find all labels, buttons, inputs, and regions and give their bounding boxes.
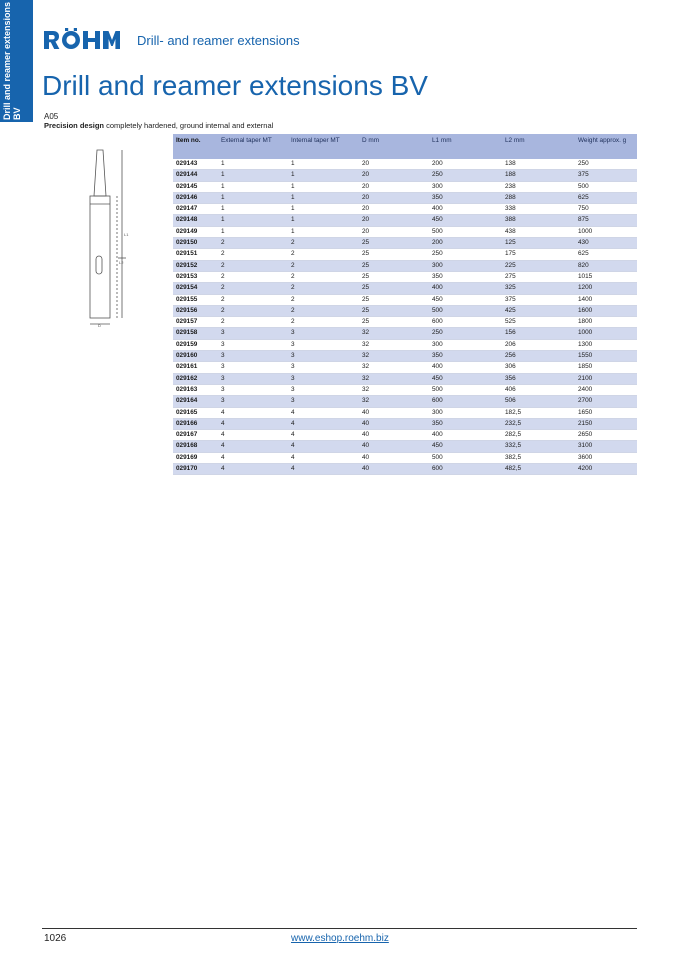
table-cell: 029155	[173, 294, 218, 305]
table-cell: 40	[359, 464, 429, 475]
table-cell: 430	[575, 238, 637, 249]
table-cell: 4200	[575, 464, 637, 475]
table-cell: 25	[359, 294, 429, 305]
table-cell: 029150	[173, 238, 218, 249]
table-row	[173, 249, 637, 260]
table-cell: 300	[429, 407, 502, 418]
column-header: Weight approx. g	[575, 134, 637, 159]
table-cell: 3	[288, 362, 359, 373]
footer-divider	[42, 928, 637, 929]
table-cell: 029152	[173, 260, 218, 271]
table-cell: 3600	[575, 452, 637, 463]
column-header: L1 mm	[429, 134, 502, 159]
product-description	[44, 121, 273, 130]
table-row	[173, 396, 637, 407]
table-cell: 20	[359, 170, 429, 181]
table-cell: 4	[218, 407, 288, 418]
table-cell: 32	[359, 339, 429, 350]
table-cell: 25	[359, 283, 429, 294]
table-cell: 029164	[173, 396, 218, 407]
table-cell: 1	[218, 159, 288, 170]
table-cell: 625	[575, 192, 637, 203]
table-cell: 2	[288, 249, 359, 260]
table-cell: 3	[218, 384, 288, 395]
table-cell: 182,5	[502, 407, 575, 418]
table-cell: 600	[429, 464, 502, 475]
table-row	[173, 192, 637, 203]
table-cell: 225	[502, 260, 575, 271]
table-cell: 338	[502, 204, 575, 215]
table-cell: 4	[288, 430, 359, 441]
table-cell: 1	[288, 226, 359, 237]
table-cell: 2650	[575, 430, 637, 441]
table-row	[173, 215, 637, 226]
table-cell: 600	[429, 317, 502, 328]
table-cell: 2	[218, 317, 288, 328]
table-cell: 400	[429, 430, 502, 441]
table-cell: 2400	[575, 384, 637, 395]
dimension-l1: L1	[124, 232, 129, 237]
table-cell: 32	[359, 384, 429, 395]
table-row	[173, 418, 637, 429]
table-cell: 500	[575, 181, 637, 192]
table-cell: 1	[218, 204, 288, 215]
table-cell: 506	[502, 396, 575, 407]
table-cell: 425	[502, 305, 575, 316]
table-cell: 3100	[575, 441, 637, 452]
table-cell: 029144	[173, 170, 218, 181]
table-row	[173, 339, 637, 350]
table-cell: 250	[429, 170, 502, 181]
table-cell: 232,5	[502, 418, 575, 429]
table-cell: 3	[218, 362, 288, 373]
table-cell: 1	[288, 204, 359, 215]
table-cell: 40	[359, 452, 429, 463]
table-cell: 238	[502, 181, 575, 192]
table-row	[173, 226, 637, 237]
table-cell: 2	[218, 283, 288, 294]
table-cell: 525	[502, 317, 575, 328]
table-cell: 1800	[575, 317, 637, 328]
table-cell: 029156	[173, 305, 218, 316]
product-code: A05	[44, 112, 59, 121]
table-cell: 1850	[575, 362, 637, 373]
table-cell: 20	[359, 159, 429, 170]
table-cell: 4	[218, 441, 288, 452]
table-cell: 029147	[173, 204, 218, 215]
table-cell: 1600	[575, 305, 637, 316]
table-cell: 029166	[173, 418, 218, 429]
table-cell: 406	[502, 384, 575, 395]
table-cell: 350	[429, 271, 502, 282]
table-cell: 750	[575, 204, 637, 215]
table-cell: 500	[429, 384, 502, 395]
table-cell: 500	[429, 226, 502, 237]
table-row	[173, 328, 637, 339]
table-cell: 382,5	[502, 452, 575, 463]
table-cell: 500	[429, 305, 502, 316]
table-cell: 400	[429, 283, 502, 294]
table-cell: 200	[429, 159, 502, 170]
table-cell: 1000	[575, 226, 637, 237]
table-cell: 450	[429, 294, 502, 305]
table-cell: 25	[359, 317, 429, 328]
table-cell: 2	[218, 271, 288, 282]
table-cell: 200	[429, 238, 502, 249]
table-cell: 029161	[173, 362, 218, 373]
table-cell: 1	[218, 170, 288, 181]
table-cell: 32	[359, 373, 429, 384]
table-cell: 3	[288, 396, 359, 407]
table-cell: 4	[218, 464, 288, 475]
table-cell: 40	[359, 418, 429, 429]
table-row	[173, 159, 637, 170]
table-cell: 482,5	[502, 464, 575, 475]
table-cell: 820	[575, 260, 637, 271]
table-cell: 029143	[173, 159, 218, 170]
table-row	[173, 430, 637, 441]
table-cell: 350	[429, 351, 502, 362]
table-row	[173, 441, 637, 452]
table-row	[173, 407, 637, 418]
table-cell: 2	[288, 294, 359, 305]
table-cell: 32	[359, 396, 429, 407]
table-cell: 40	[359, 407, 429, 418]
eshop-link[interactable]: www.eshop.roehm.biz	[291, 933, 389, 944]
table-cell: 20	[359, 204, 429, 215]
table-cell: 4	[288, 407, 359, 418]
table-cell: 356	[502, 373, 575, 384]
table-cell: 2	[218, 238, 288, 249]
table-cell: 1400	[575, 294, 637, 305]
table-cell: 3	[288, 373, 359, 384]
table-cell: 2	[288, 317, 359, 328]
table-cell: 029159	[173, 339, 218, 350]
table-cell: 029168	[173, 441, 218, 452]
table-cell: 1015	[575, 271, 637, 282]
dimension-d: D	[98, 323, 101, 328]
table-cell: 2	[288, 305, 359, 316]
table-row	[173, 373, 637, 384]
table-cell: 20	[359, 226, 429, 237]
table-cell: 2	[218, 260, 288, 271]
table-cell: 40	[359, 430, 429, 441]
table-cell: 029145	[173, 181, 218, 192]
table-cell: 450	[429, 215, 502, 226]
table-cell: 1	[288, 159, 359, 170]
table-cell: 2700	[575, 396, 637, 407]
table-cell: 029162	[173, 373, 218, 384]
table-cell: 1	[288, 170, 359, 181]
table-cell: 875	[575, 215, 637, 226]
table-cell: 2	[288, 271, 359, 282]
table-cell: 250	[429, 249, 502, 260]
table-cell: 1	[288, 181, 359, 192]
table-cell: 1300	[575, 339, 637, 350]
table-cell: 2	[288, 283, 359, 294]
page-number: 1026	[44, 933, 67, 944]
table-cell: 4	[288, 452, 359, 463]
table-row	[173, 464, 637, 475]
table-cell: 1200	[575, 283, 637, 294]
table-cell: 4	[288, 441, 359, 452]
table-cell: 275	[502, 271, 575, 282]
table-cell: 300	[429, 181, 502, 192]
table-cell: 400	[429, 362, 502, 373]
table-row	[173, 283, 637, 294]
table-row	[173, 294, 637, 305]
table-cell: 600	[429, 396, 502, 407]
table-cell: 450	[429, 373, 502, 384]
table-cell: 450	[429, 441, 502, 452]
table-row	[173, 204, 637, 215]
table-cell: 40	[359, 441, 429, 452]
table-header-row	[173, 134, 637, 159]
table-cell: 250	[575, 159, 637, 170]
table-cell: 029146	[173, 192, 218, 203]
table-cell: 029148	[173, 215, 218, 226]
table-row	[173, 170, 637, 181]
table-cell: 2100	[575, 373, 637, 384]
table-cell: 4	[288, 464, 359, 475]
table-cell: 256	[502, 351, 575, 362]
table-cell: 32	[359, 328, 429, 339]
table-cell: 029149	[173, 226, 218, 237]
table-row	[173, 305, 637, 316]
table-cell: 1000	[575, 328, 637, 339]
table-cell: 3	[218, 328, 288, 339]
table-cell: 300	[429, 260, 502, 271]
table-cell: 500	[429, 452, 502, 463]
table-cell: 32	[359, 362, 429, 373]
table-cell: 306	[502, 362, 575, 373]
table-cell: 1	[288, 192, 359, 203]
page-title: Drill and reamer extensions BV	[42, 70, 428, 101]
header-title: Drill- and reamer extensions	[137, 33, 300, 48]
table-row	[173, 238, 637, 249]
table-cell: 138	[502, 159, 575, 170]
rohm-logo	[42, 28, 120, 52]
spec-table	[173, 134, 637, 475]
table-cell: 20	[359, 215, 429, 226]
table-cell: 1	[218, 215, 288, 226]
table-cell: 400	[429, 204, 502, 215]
table-cell: 2150	[575, 418, 637, 429]
table-cell: 175	[502, 249, 575, 260]
table-cell: 1550	[575, 351, 637, 362]
table-cell: 3	[288, 328, 359, 339]
table-cell: 375	[575, 170, 637, 181]
table-cell: 375	[502, 294, 575, 305]
table-cell: 4	[218, 430, 288, 441]
description-label: Precision design	[44, 121, 105, 130]
table-cell: 25	[359, 260, 429, 271]
table-cell: 4	[288, 418, 359, 429]
table-cell: 206	[502, 339, 575, 350]
table-row	[173, 384, 637, 395]
table-cell: 325	[502, 283, 575, 294]
table-cell: 20	[359, 192, 429, 203]
table-cell: 029169	[173, 452, 218, 463]
column-header: L2 mm	[502, 134, 575, 159]
table-cell: 3	[218, 396, 288, 407]
table-cell: 188	[502, 170, 575, 181]
table-cell: 2	[288, 238, 359, 249]
table-cell: 1	[218, 192, 288, 203]
dimension-l2: L2	[119, 260, 124, 265]
table-cell: 029160	[173, 351, 218, 362]
table-cell: 288	[502, 192, 575, 203]
column-header: Item no.	[173, 134, 218, 159]
table-cell: 3	[218, 351, 288, 362]
table-cell: 332,5	[502, 441, 575, 452]
table-cell: 029170	[173, 464, 218, 475]
column-header: Internal taper MT	[288, 134, 359, 159]
side-tab	[0, 0, 33, 122]
table-cell: 25	[359, 238, 429, 249]
table-row	[173, 260, 637, 271]
column-header: External taper MT	[218, 134, 288, 159]
table-cell: 625	[575, 249, 637, 260]
table-cell: 029165	[173, 407, 218, 418]
table-cell: 2	[218, 294, 288, 305]
table-cell: 029151	[173, 249, 218, 260]
table-row	[173, 317, 637, 328]
table-cell: 25	[359, 271, 429, 282]
table-cell: 2	[218, 305, 288, 316]
table-cell: 4	[218, 452, 288, 463]
table-cell: 2	[288, 260, 359, 271]
table-row	[173, 181, 637, 192]
description-text: completely hardened, ground internal and external	[104, 121, 274, 130]
table-cell: 250	[429, 328, 502, 339]
table-row	[173, 362, 637, 373]
table-cell: 25	[359, 305, 429, 316]
table-row	[173, 351, 637, 362]
table-cell: 3	[218, 373, 288, 384]
table-cell: 1	[218, 181, 288, 192]
table-cell: 4	[218, 418, 288, 429]
table-cell: 1	[218, 226, 288, 237]
table-cell: 029167	[173, 430, 218, 441]
table-cell: 20	[359, 181, 429, 192]
table-cell: 3	[218, 339, 288, 350]
table-cell: 125	[502, 238, 575, 249]
table-cell: 25	[359, 249, 429, 260]
table-cell: 350	[429, 418, 502, 429]
side-tab-label: Drill and reamer extensions BV	[2, 1, 22, 120]
table-cell: 3	[288, 351, 359, 362]
table-cell: 300	[429, 339, 502, 350]
table-cell: 3	[288, 384, 359, 395]
table-cell: 282,5	[502, 430, 575, 441]
table-cell: 3	[288, 339, 359, 350]
table-cell: 1650	[575, 407, 637, 418]
table-cell: 029158	[173, 328, 218, 339]
table-cell: 1	[288, 215, 359, 226]
table-cell: 029163	[173, 384, 218, 395]
column-header: D mm	[359, 134, 429, 159]
table-cell: 029154	[173, 283, 218, 294]
drill-extension-drawing	[82, 146, 132, 328]
table-cell: 156	[502, 328, 575, 339]
table-cell: 32	[359, 351, 429, 362]
table-cell: 388	[502, 215, 575, 226]
table-body	[173, 159, 637, 475]
table-row	[173, 452, 637, 463]
table-cell: 438	[502, 226, 575, 237]
table-cell: 029157	[173, 317, 218, 328]
table-cell: 029153	[173, 271, 218, 282]
table-row	[173, 271, 637, 282]
table-cell: 2	[218, 249, 288, 260]
table-cell: 350	[429, 192, 502, 203]
